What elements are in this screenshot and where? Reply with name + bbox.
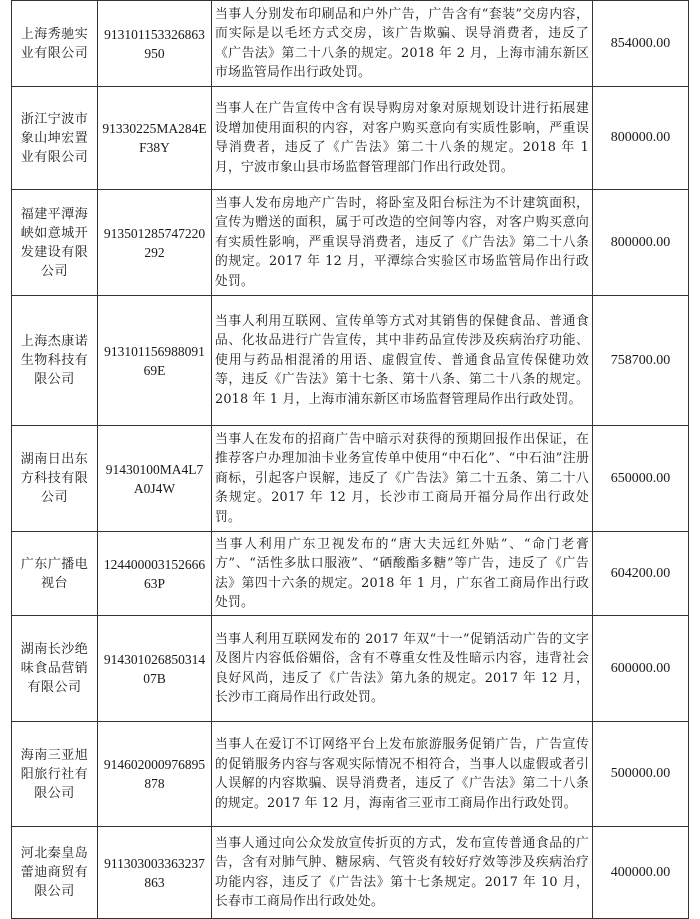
company-name: 海南三亚旭阳旅行社有限公司 — [12, 722, 98, 827]
penalty-amount: 800000.00 — [593, 87, 689, 190]
penalty-amount: 500000.00 — [593, 722, 689, 827]
case-description: 当事人分别发布印刷品和户外广告，广告含有“套装”交房内容，而实际是以毛坯方式交房，该广告欺骗、误导消费者，违反了《广告法》第二十八条的规定。2018 年 2 月，上海市浦东新区市场监管局作出行政处罚。 — [212, 1, 593, 87]
table-row — [12, 532, 689, 616]
table-row — [12, 827, 689, 919]
company-name: 湖南日出东方科技有限公司 — [12, 426, 98, 532]
credit-code: 91310115698809169E — [98, 296, 212, 426]
penalty-amount: 400000.00 — [593, 827, 689, 919]
case-description: 当事人在爱订不订网络平台上发布旅游服务促销广告，广告宣传的促销服务内容与客观实际情况不相符合，当事人以虚假或者引人误解的内容欺骗、误导消费者，违反了《广告法》第二十八条的规定。2017 年 12 月，海南省三亚市工商局作出行政处罚。 — [212, 722, 593, 827]
case-description: 当事人利用互联网、宣传单等方式对其销售的保健食品、普通食品、化妆品进行广告宣传，其中非药品宣传涉及疾病治疗功能、使用与药品相混淆的用语、虚假宣传、普通食品宣传保健功效等，违反《广告法》第十七条、第十八条、第二十八条的规定。2018 年 1 月，上海市浦东新区市场监督管理局作出行政处罚。 — [212, 296, 593, 426]
case-description: 当事人发布房地产广告时，将卧室及阳台标注为不计建筑面积，宣传为赠送的面积，属于可改造的空间等内容，对客户购买意向有实质性影响，严重误导消费者，违反了《广告法》第二十八条的规定。2017 年 12 月，平潭综合实验区市场监管局作出行政处罚。 — [212, 190, 593, 296]
case-description: 当事人在广告宣传中含有误导购房对象对原规划设计进行拓展建设增加使用面积的内容，对客户购买意向有实质性影响，严重误导消费者，违反了《广告法》第二十八条的规定。2018 年 1 月，宁波市象山县市场监督管理部门作出行政处罚。 — [212, 87, 593, 190]
credit-code: 91330225MA284EF38Y — [98, 87, 212, 190]
case-description: 当事人利用互联网发布的 2017 年双“十一”促销活动广告的文字及图片内容低俗媚俗，含有不尊重女性及性暗示内容，违背社会良好风尚，违反了《广告法》第九条的规定。2017 年 12 月，长沙市工商局作出行政处罚。 — [212, 616, 593, 722]
company-name: 上海秀驰实业有限公司 — [12, 1, 98, 87]
penalty-table-container — [11, 0, 689, 919]
company-name: 河北秦皇岛蕾迪商贸有限公司 — [12, 827, 98, 919]
company-name: 广东广播电视台 — [12, 532, 98, 616]
company-name: 浙江宁波市象山坤宏置业有限公司 — [12, 87, 98, 190]
case-description: 当事人利用广东卫视发布的“唐大夫远红外贴”、“命门老膏方”、“活性多肽口服液”、“硒酸酯多糖”等广告，违反了《广告法》第四十六条的规定。2018 年 1 月，广东省工商局作出行政处罚。 — [212, 532, 593, 616]
table-row — [12, 1, 689, 87]
table-row — [12, 296, 689, 426]
case-description: 当事人通过向公众发放宣传折页的方式，发布宣传普通食品的广告，含有对肺气肿、糖尿病、气管炎有较好疗效等涉及疾病治疗功能内容，违反了《广告法》第十七条规定。2017 年 10 月，长春市工商局作出行政处处。 — [212, 827, 593, 919]
penalty-amount: 650000.00 — [593, 426, 689, 532]
credit-code: 91430100MA4L7A0J4W — [98, 426, 212, 532]
company-name: 上海杰康诺生物科技有限公司 — [12, 296, 98, 426]
credit-code: 913101153326863950 — [98, 1, 212, 87]
credit-code: 913501285747220292 — [98, 190, 212, 296]
penalty-amount: 758700.00 — [593, 296, 689, 426]
table-row — [12, 426, 689, 532]
penalty-amount: 800000.00 — [593, 190, 689, 296]
case-description: 当事人在发布的招商广告中暗示对获得的预期回报作出保证，在推荐客户办理加油卡业务宣传单中使用“中石化”、“中石油”注册商标，引起客户误解，违反了《广告法》第二十五条、第二十八条规定。2017 年 12 月，长沙市工商局开福分局作出行政处罚。 — [212, 426, 593, 532]
penalty-amount: 854000.00 — [593, 1, 689, 87]
penalty-amount: 604200.00 — [593, 532, 689, 616]
penalty-table — [11, 0, 689, 919]
company-name: 福建平潭海峡如意城开发建设有限公司 — [12, 190, 98, 296]
penalty-amount: 600000.00 — [593, 616, 689, 722]
table-row — [12, 616, 689, 722]
credit-code: 914602000976895878 — [98, 722, 212, 827]
credit-code: 911303003363237863 — [98, 827, 212, 919]
company-name: 湖南长沙绝味食品营销有限公司 — [12, 616, 98, 722]
credit-code: 12440000315266663P — [98, 532, 212, 616]
credit-code: 91430102685031407B — [98, 616, 212, 722]
table-row — [12, 722, 689, 827]
table-row — [12, 87, 689, 190]
table-row — [12, 190, 689, 296]
